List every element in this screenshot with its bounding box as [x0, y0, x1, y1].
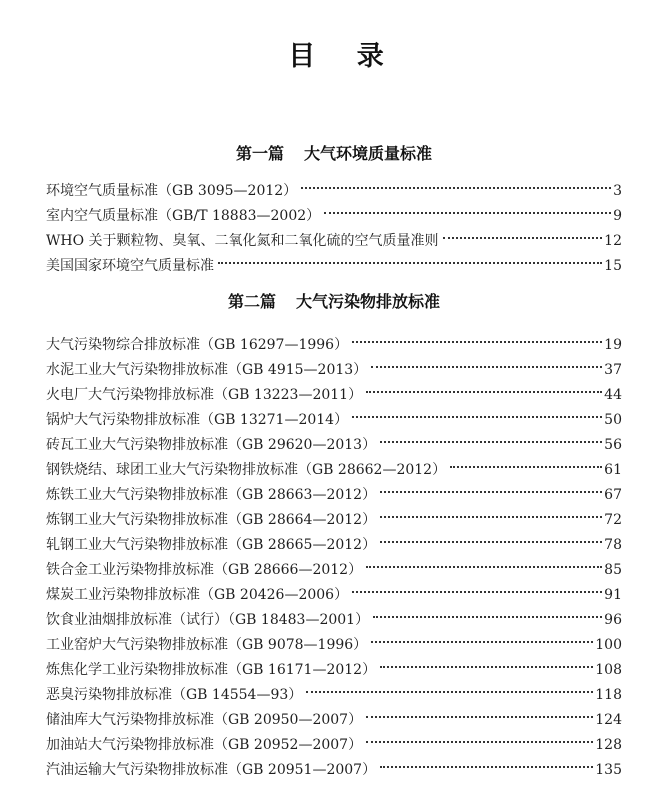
toc-entry-page-number: 3: [613, 183, 622, 199]
toc-entry-page-number: 12: [604, 233, 622, 249]
toc-entry-title: 水泥工业大气污染物排放标准（GB 4915—2013）: [46, 362, 368, 378]
dot-leader: [371, 624, 593, 649]
toc-entry-page-number: 72: [604, 512, 622, 528]
toc-entry-title: 轧钢工业大气污染物排放标准（GB 28665—2012）: [46, 537, 377, 553]
toc-entry-title: 加油站大气污染物排放标准（GB 20952—2007）: [46, 737, 363, 753]
toc-entry-title: 美国国家环境空气质量标准: [46, 258, 214, 274]
dot-leader: [352, 574, 602, 599]
part-name: 大气环境质量标准: [304, 144, 433, 163]
toc-entry-title: 汽油运输大气污染物排放标准（GB 20951—2007）: [46, 762, 377, 778]
toc-entry-title: 锅炉大气污染物排放标准（GB 13271—2014）: [46, 412, 349, 428]
dot-leader: [366, 549, 602, 574]
toc-entry[interactable]: [46, 324, 622, 353]
toc-entry-title: 储油库大气污染物排放标准（GB 20950—2007）: [46, 712, 363, 728]
toc-entry-title: 煤炭工业污染物排放标准（GB 20426—2006）: [46, 587, 349, 603]
toc-entry-title: 大气污染物综合排放标准（GB 16297—1996）: [46, 337, 349, 353]
toc-entry-page-number: 67: [604, 487, 622, 503]
dot-leader: [218, 245, 602, 270]
toc-entry-title: 恶臭污染物排放标准（GB 14554—93）: [46, 687, 303, 703]
toc-entry-page-number: 37: [604, 362, 622, 378]
dot-leader: [380, 499, 602, 524]
dot-leader: [306, 674, 593, 699]
toc-entry-title: 砖瓦工业大气污染物排放标准（GB 29620—2013）: [46, 437, 377, 453]
dot-leader: [366, 374, 602, 399]
toc-entry-title: 钢铁烧结、球团工业大气污染物排放标准（GB 28662—2012）: [46, 462, 447, 478]
toc-entry-page-number: 124: [595, 712, 622, 728]
dot-leader: [352, 399, 602, 424]
part-heading: [46, 290, 622, 314]
toc-entry-page-number: 85: [604, 562, 622, 578]
dot-leader: [371, 349, 602, 374]
toc-entry-page-number: 108: [595, 662, 622, 678]
toc-entry-title: 环境空气质量标准（GB 3095—2012）: [46, 183, 298, 199]
part-section: [46, 142, 622, 274]
dot-leader: [380, 649, 593, 674]
toc-entry-page-number: 50: [604, 412, 622, 428]
toc-entry-page-number: 61: [604, 462, 622, 478]
dot-leader: [380, 474, 602, 499]
toc-entry-title: 室内空气质量标准（GB/T 18883—2002）: [46, 208, 321, 224]
toc-entry-title: 炼铁工业大气污染物排放标准（GB 28663—2012）: [46, 487, 377, 503]
part-number: 第二篇: [227, 292, 276, 311]
toc-entry-title: 饮食业油烟排放标准（试行）（GB 18483—2001）: [46, 612, 370, 628]
dot-leader: [301, 170, 611, 195]
toc-entry[interactable]: [46, 170, 622, 199]
part-number: 第一篇: [235, 144, 284, 163]
dot-leader: [450, 449, 602, 474]
page-title: 目 录: [288, 41, 400, 72]
part-heading: [46, 142, 622, 166]
toc-entry-page-number: 78: [604, 537, 622, 553]
toc-entry-page-number: 19: [604, 337, 622, 353]
toc-entry-title: 炼钢工业大气污染物排放标准（GB 28664—2012）: [46, 512, 377, 528]
toc-entry-title: 铁合金工业污染物排放标准（GB 28666—2012）: [46, 562, 363, 578]
toc-entry-list: [46, 170, 622, 274]
toc-entry-title: 火电厂大气污染物排放标准（GB 13223—2011）: [46, 387, 363, 403]
part-name: 大气污染物排放标准: [296, 292, 441, 311]
toc-entry-page-number: 44: [604, 387, 622, 403]
toc-entry-page-number: 96: [604, 612, 622, 628]
toc-entry-page-number: 56: [604, 437, 622, 453]
toc-entry-page-number: 9: [613, 208, 622, 224]
dot-leader: [380, 424, 602, 449]
toc-entry-title: 工业窑炉大气污染物排放标准（GB 9078—1996）: [46, 637, 368, 653]
dot-leader: [443, 220, 603, 245]
dot-leader: [380, 749, 593, 774]
toc-entry-page-number: 15: [604, 258, 622, 274]
toc-entry-page-number: 118: [595, 687, 622, 703]
dot-leader: [366, 699, 593, 724]
toc-entry-title: WHO 关于颗粒物、臭氧、二氧化氮和二氧化硫的空气质量准则: [46, 233, 439, 249]
dot-leader: [380, 524, 602, 549]
toc-entry-page-number: 135: [595, 762, 622, 778]
toc-entry-title: 炼焦化学工业污染物排放标准（GB 16171—2012）: [46, 662, 377, 678]
toc-entry-list: [46, 324, 622, 778]
dot-leader: [324, 195, 611, 220]
dot-leader: [366, 724, 593, 749]
toc-entry-page-number: 128: [595, 737, 622, 753]
toc-entry-page-number: 100: [595, 637, 622, 653]
part-section: [46, 290, 622, 778]
dot-leader: [352, 324, 602, 349]
toc-entry-page-number: 91: [604, 587, 622, 603]
dot-leader: [373, 599, 602, 624]
